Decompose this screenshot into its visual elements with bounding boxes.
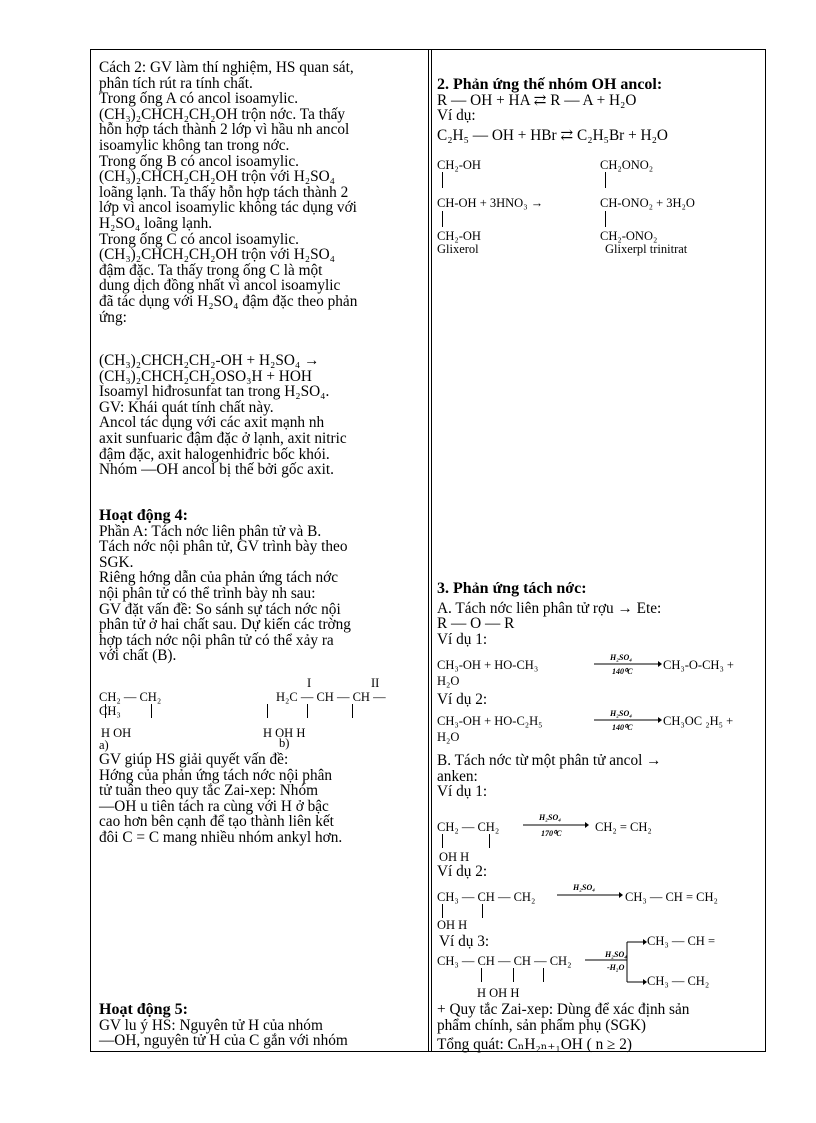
bond-line xyxy=(543,968,545,982)
bond-line xyxy=(352,704,354,718)
reactant: CH₂ — CH₂ xyxy=(437,820,500,834)
text-line: Cách 2: GV làm thí nghiệm, HS quan sát, xyxy=(99,59,354,76)
text-line: hỗn hợp tách thành 2 lớp vì hầu nh ancol xyxy=(99,121,350,139)
activity-5-heading: Hoạt động 5: xyxy=(99,1001,188,1018)
text-line: đôi C = C mang nhiều nhóm ankyl hơn. xyxy=(99,828,343,846)
ether-example-1 xyxy=(437,652,763,688)
equation: R — O — R xyxy=(437,615,515,633)
section-2-block xyxy=(437,77,763,143)
bond-line xyxy=(482,904,484,918)
text-line: với chất (B). xyxy=(99,647,177,665)
text-line: phân tử ở hai chất sau. Dự kiến các trờng xyxy=(99,616,351,634)
text-line: Tách nớc nội phân tử, GV trình bày theo xyxy=(99,538,348,556)
method-2-block xyxy=(99,60,423,325)
alkene-example-1 xyxy=(437,810,763,864)
condition-temp: 170⁰C xyxy=(541,829,562,838)
text-line: GV giúp HS giải quyết vấn đề: xyxy=(99,751,289,768)
section-3-heading: 3. Phản ứng tách nớc: xyxy=(437,580,587,597)
text-line: loãng lạnh. Ta thấy hỗn hợp tách thành 2 xyxy=(99,183,349,201)
product: CH₃ — CH = CH₂ xyxy=(625,890,718,904)
text-line: phẩm chính, sản phẩm phụ (SGK) xyxy=(437,1016,647,1034)
bond-line xyxy=(307,704,309,718)
text-line: đã tác dụng với H₂SO₄ đậm đặc theo phản xyxy=(99,292,358,310)
text-line: GV lu ý HS: Nguyên tử H của nhóm xyxy=(99,1016,323,1034)
bond-line xyxy=(151,704,153,718)
example-label: Ví dụ 3: xyxy=(439,933,490,950)
activity-5-block xyxy=(99,1002,423,1049)
condition-acid: H₂SO₄ xyxy=(610,653,633,662)
example-label: Ví dụ 1: xyxy=(437,630,488,648)
compound-name: Glixerol xyxy=(437,242,479,256)
compound-name: Glixerpl trinitrat xyxy=(605,242,688,256)
text-line: A. Tách nớc liên phân tử rợu → Ete: xyxy=(437,599,662,617)
reaction-arrow xyxy=(521,812,589,838)
reaction-arrow xyxy=(592,652,662,676)
column-divider-inner xyxy=(431,50,432,1051)
bond-line xyxy=(442,904,444,918)
text-line: GV: Khái quát tính chất này. xyxy=(99,398,274,416)
formula: CH₂-OH xyxy=(437,158,481,172)
bond-line xyxy=(442,211,444,227)
text-line: hợp tách nớc nội phân tử có thể xảy ra xyxy=(99,631,334,649)
condition-water-loss: -H₂O xyxy=(607,963,625,972)
branched-arrow xyxy=(583,934,649,994)
structure-b-label: b) xyxy=(279,736,290,750)
text-line: Trong ống B có ancol isoamylic. xyxy=(99,152,299,170)
formula: CH₂-ONO₂ xyxy=(600,229,658,243)
text-line: H₂SO₄ loãng lạnh. xyxy=(99,214,213,232)
bond-line xyxy=(442,172,444,188)
condition-acid: H₂SO₄ xyxy=(610,709,633,718)
bond-line xyxy=(267,704,269,718)
bond-line xyxy=(605,172,607,188)
structure-a-label: a) xyxy=(99,738,109,752)
substituents: OH H xyxy=(439,850,470,864)
text-line: Ancol tác dụng với các axit mạnh nh xyxy=(99,414,325,432)
condition-temp: 140⁰C xyxy=(612,723,633,732)
water: H₂O xyxy=(437,674,460,688)
text-line: Nhóm —OH ancol bị thế bởi gốc axit. xyxy=(99,461,334,479)
lesson-table xyxy=(90,49,766,1052)
text-line: phân tích rút ra tính chất. xyxy=(99,74,253,92)
alkene-example-3 xyxy=(437,930,763,1002)
text-line: dung dịch đồng nhất vì ancol isoamylic xyxy=(99,277,341,295)
text-line: (CH₃)₂CHCH₂CH₂OH trộn với H₂SO₄ xyxy=(99,246,335,264)
reactant: CH₃ — CH — CH — CH₂ xyxy=(437,954,572,968)
section-3b-block xyxy=(437,753,763,800)
text-line: axit sunfuaric đậm đặc ở lạnh, axit nitric xyxy=(99,429,347,447)
structure-a-substituents: H OH xyxy=(101,726,132,740)
bond-line xyxy=(105,704,107,718)
example-label: Ví dụ: xyxy=(437,107,476,125)
structure-a-chain: CH₂ — CH₂ xyxy=(99,690,162,704)
reaction-line: (CH₃)₂CHCH₂CH₂OSO₃H + HOH xyxy=(99,367,312,385)
reaction-arrow xyxy=(555,882,623,900)
column-divider xyxy=(428,50,429,1051)
bond-line xyxy=(481,968,483,982)
condition-acid: H₂SO₄ xyxy=(605,950,628,959)
text-line: Hớng của phản ứng tách nớc nội phân xyxy=(99,766,333,784)
carbon-label-i: I xyxy=(307,676,312,690)
text-line: lớp vì ancol isoamylic không tác dụng với xyxy=(99,199,357,217)
text-line: anken: xyxy=(437,767,478,785)
text-line: ứng: xyxy=(99,308,127,326)
text-line: isoamylic không tan trong nớc. xyxy=(99,136,290,154)
example-label: Ví dụ 1: xyxy=(437,783,488,801)
solution-block xyxy=(99,752,423,846)
text-line: Riêng hớng dẫn của phản ứng tách nớc xyxy=(99,569,338,587)
reaction-arrow xyxy=(592,708,662,732)
text-line: cao hơn bên cạnh để tạo thành liên kết xyxy=(99,813,334,831)
section-3-block xyxy=(437,581,763,647)
reactant: CH₃ — CH — CH₂ xyxy=(437,890,536,904)
reactants: CH₃-OH + HO-C₂H₅ xyxy=(437,714,543,728)
text-line: (CH₃)₂CHCH₂CH₂OH trộn với H₂SO₄ xyxy=(99,168,335,186)
text-line: Phần A: Tách nớc liên phân tử và B. xyxy=(99,522,322,540)
bond-line xyxy=(513,968,515,982)
text-line: SGK. xyxy=(99,553,134,571)
product-major: CH₃ — CH = xyxy=(647,934,716,948)
text-line: đậm đặc, axit halogenhiđric bốc khói. xyxy=(99,445,330,463)
formula: CH₂ONO₂ xyxy=(600,158,654,172)
condition-acid: H₂SO₄ xyxy=(539,813,562,822)
text-line: Trong ống A có ancol isoamylic. xyxy=(99,90,299,108)
text-line: tử tuân theo quy tắc Zai-xep: Nhóm xyxy=(99,782,318,800)
water: H₂O xyxy=(437,730,460,744)
product-minor: CH₃ — CH₂ xyxy=(647,974,710,988)
text-line: đậm đặc. Ta thấy trong ống C là một xyxy=(99,261,323,279)
text-line: + Quy tắc Zai-xep: Dùng để xác định sản xyxy=(437,1001,690,1018)
text-line: Trong ống C có ancol isoamylic. xyxy=(99,230,299,248)
structure-b-substituents: H OH H xyxy=(263,726,306,740)
activity-4-heading: Hoạt động 4: xyxy=(99,507,188,524)
text-line: nội phân tử có thể trình bày nh sau: xyxy=(99,584,316,602)
condition-acid: H₂SO₄ xyxy=(573,883,596,892)
structure-a-ch3: CH₃ xyxy=(99,704,121,718)
formula: CH-ONO₂ + 3H₂O xyxy=(600,196,695,210)
product: CH₂ = CH₂ xyxy=(595,820,652,834)
carbon-label-ii: II xyxy=(371,676,380,690)
alkene-example-2 xyxy=(437,880,763,932)
glycerol-reaction xyxy=(437,158,763,258)
text-line: GV đặt vấn đề: So sánh sự tách nớc nội xyxy=(99,600,341,618)
structure-diagram xyxy=(99,676,423,752)
equation: R — OH + HA ⇄ R — A + H₂O xyxy=(437,91,637,109)
text-line: B. Tách nớc từ một phân tử ancol → xyxy=(437,752,662,769)
text-line: —OH, nguyên tử H của C gắn với nhóm xyxy=(99,1032,348,1050)
reaction-block xyxy=(99,353,423,478)
example-label: Ví dụ 2: xyxy=(437,691,488,708)
reaction-line: (CH₃)₂CHCH₂CH₂-OH + H₂SO₄ → xyxy=(99,352,320,369)
formula: CH₂-OH xyxy=(437,229,481,243)
bond-line xyxy=(442,834,444,848)
text-line: (CH₃)₂CHCH₂CH₂OH trộn nớc. Ta thấy xyxy=(99,105,346,123)
products: CH₃OC ₂H₅ + xyxy=(663,714,734,728)
bond-line xyxy=(489,834,491,848)
reactants: CH₃-OH + HO-CH₃ xyxy=(437,658,539,672)
bond-line xyxy=(605,211,607,227)
condition-temp: 140⁰C xyxy=(612,667,633,676)
structure-b-chain: H₂C — CH — CH — xyxy=(276,690,386,704)
formula: CH-OH + 3HNO₃ → xyxy=(437,196,544,210)
example-label: Ví dụ 2: xyxy=(437,863,488,880)
substituents: OH H xyxy=(437,918,468,932)
text-line: Isoamyl hiđrosunfat tan trong H₂SO₄. xyxy=(99,383,330,401)
zaixep-rule-block xyxy=(437,1002,763,1053)
substituents: H OH H xyxy=(477,986,520,1000)
ether-example-2 xyxy=(437,708,763,744)
general-formula: Tổng quát: CₙH₂ₙ₊₁OH ( n ≥ 2) xyxy=(437,1036,633,1054)
section-2-heading: 2. Phản ứng thế nhóm OH ancol: xyxy=(437,76,663,93)
equation: C₂H₅ — OH + HBr ⇄ C₂H₅Br + H₂O xyxy=(437,126,668,144)
products: CH₃-O-CH₃ + xyxy=(663,658,734,672)
activity-4-block xyxy=(99,508,423,664)
text-line: —OH u tiên tách ra cùng với H ở bậc xyxy=(99,797,329,815)
